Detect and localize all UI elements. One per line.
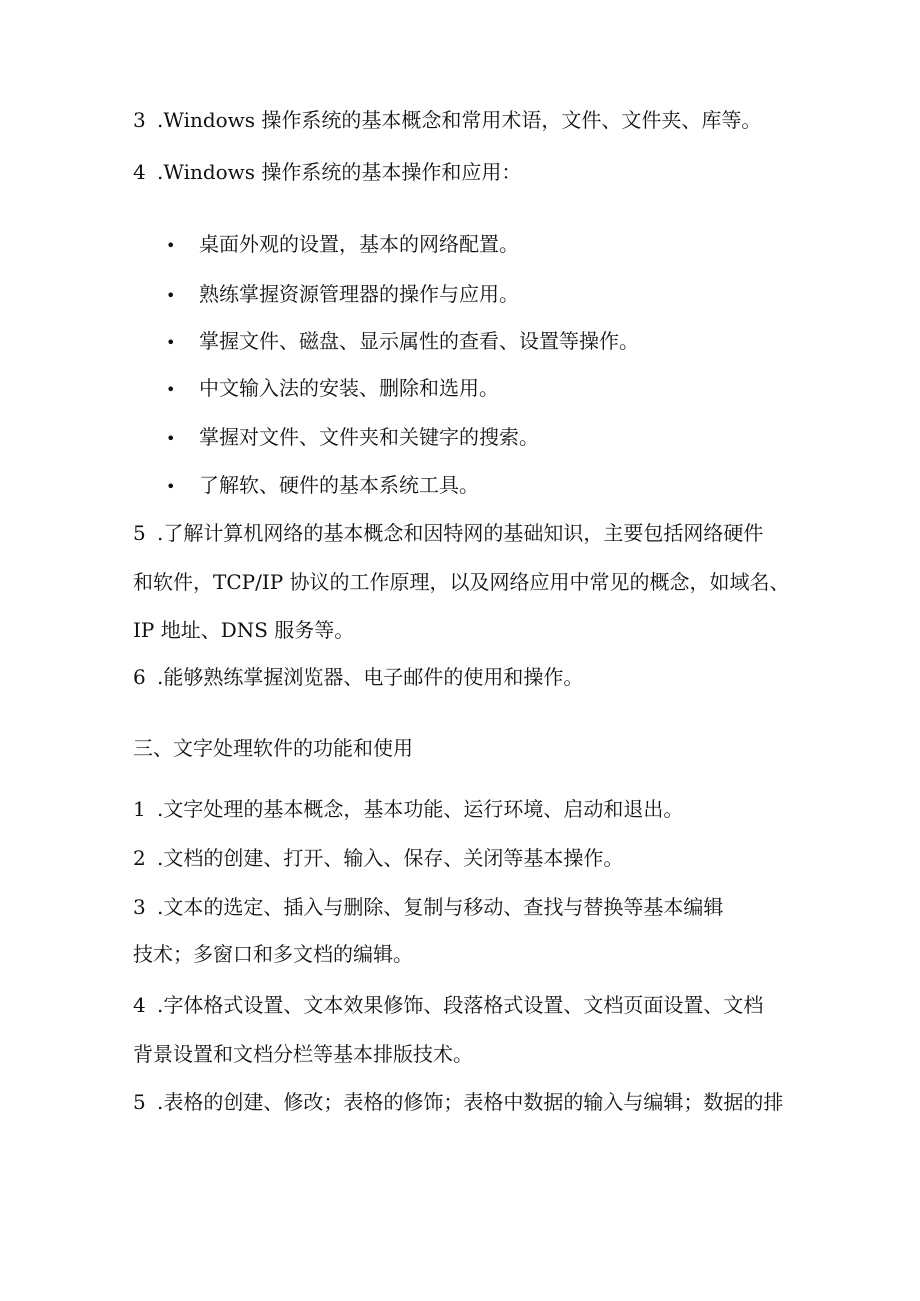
bullet-icon: • [166, 236, 176, 255]
item-number: 5 [133, 1090, 146, 1114]
item-text: .文档的创建、打开、输入、保存、关闭等基本操作。 [157, 846, 624, 870]
bullet-icon: • [166, 429, 176, 448]
bullet-item [166, 471, 479, 501]
list-item-continuation [133, 616, 354, 644]
bullet-text: 中文输入法的安装、删除和选用。 [199, 376, 499, 400]
item-number: 6 [133, 665, 146, 689]
item-text: .能够熟练掌握浏览器、电子邮件的使用和操作。 [157, 665, 584, 689]
item-number: 2 [133, 846, 146, 870]
item-text: .字体格式设置、文本效果修饰、段落格式设置、文档页面设置、文档 [157, 993, 764, 1017]
bullet-text: 掌握文件、磁盘、显示属性的查看、设置等操作。 [199, 329, 639, 353]
item-number: 5 [133, 521, 146, 545]
bullet-icon: • [166, 286, 176, 305]
item-text: 和软件，TCP/IP 协议的工作原理，以及网络应用中常见的概念，如域名、 [133, 570, 790, 594]
bullet-text: 掌握对文件、文件夹和关键字的搜索。 [199, 425, 539, 449]
bullet-item [166, 230, 519, 260]
item-text: .了解计算机网络的基本概念和因特网的基础知识，主要包括网络硬件 [157, 521, 764, 545]
list-item [133, 991, 763, 1019]
item-number: 3 [133, 108, 146, 132]
item-text: .Windows 操作系统的基本操作和应用： [157, 160, 522, 184]
list-item-continuation [133, 940, 413, 968]
item-number: 1 [133, 797, 146, 821]
bullet-item [166, 327, 639, 357]
bullet-item [166, 423, 539, 453]
list-item-continuation [133, 1040, 473, 1068]
list-item [133, 663, 583, 691]
bullet-text: 熟练掌握资源管理器的操作与应用。 [199, 282, 519, 306]
item-text: .文字处理的基本概念，基本功能、运行环境、启动和退出。 [157, 797, 684, 821]
list-item [133, 158, 521, 186]
bullet-text: 了解软、硬件的基本系统工具。 [199, 473, 479, 497]
list-item [133, 106, 761, 134]
bullet-icon: • [166, 380, 176, 399]
bullet-icon: • [166, 477, 176, 496]
list-item [133, 795, 683, 823]
item-text: .表格的创建、修改；表格的修饰；表格中数据的输入与编辑；数据的排 [157, 1090, 784, 1114]
list-item-continuation [133, 568, 790, 596]
bullet-icon: • [166, 333, 176, 352]
bullet-item [166, 280, 519, 310]
list-item [133, 893, 723, 921]
item-text: .Windows 操作系统的基本概念和常用术语，文件、文件夹、库等。 [157, 108, 762, 132]
item-number: 4 [133, 993, 146, 1017]
item-text: 技术；多窗口和多文档的编辑。 [133, 942, 413, 966]
list-item [133, 1088, 783, 1116]
section-heading: 三、文字处理软件的功能和使用 [133, 736, 413, 760]
list-item [133, 844, 623, 872]
bullet-text: 桌面外观的设置，基本的网络配置。 [199, 232, 519, 256]
item-number: 4 [133, 160, 146, 184]
item-text: .文本的选定、插入与删除、复制与移动、查找与替换等基本编辑 [157, 895, 724, 919]
list-item [133, 519, 763, 547]
item-number: 3 [133, 895, 146, 919]
item-text: IP 地址、DNS 服务等。 [133, 618, 355, 642]
item-text: 背景设置和文档分栏等基本排版技术。 [133, 1042, 473, 1066]
bullet-item [166, 374, 499, 404]
